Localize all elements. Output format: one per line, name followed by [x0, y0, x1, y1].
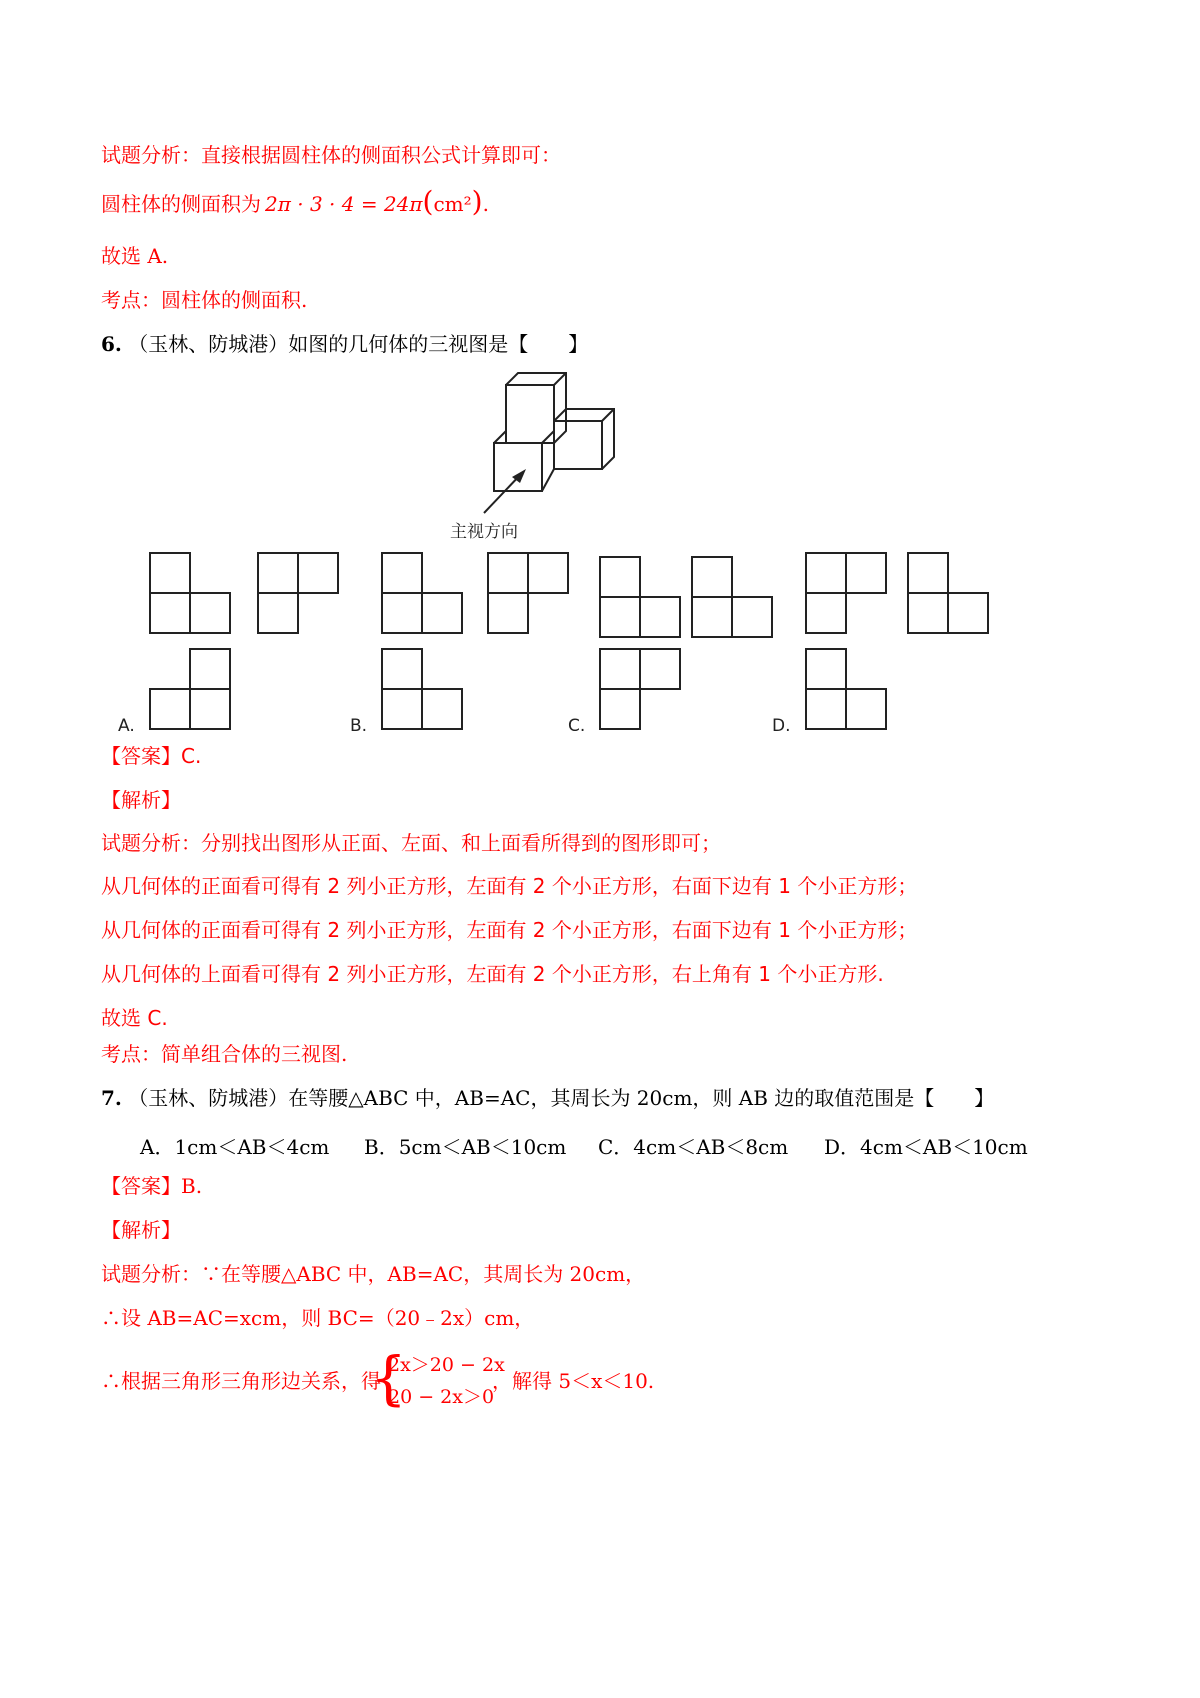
- question-stem: （玉林、防城港）在等腰△ABC 中，AB=AC，其周长为 20cm，则 AB 边的取值范围是【 】: [128, 1086, 995, 1110]
- kaodian-6: 考点：简单组合体的三视图.: [101, 1042, 348, 1066]
- option-figures: [100, 545, 1100, 745]
- option-a-views: [150, 553, 338, 729]
- formula-prefix: 圆柱体的侧面积为: [101, 192, 261, 216]
- option-c-views: [600, 557, 772, 729]
- option-d-label: D.: [772, 716, 791, 736]
- analysis-title-7: 【解析】: [101, 1218, 181, 1242]
- analysis-6-line: 试题分析：分别找出图形从正面、左面、和上面看所得到的图形即可；: [101, 831, 721, 855]
- formula-line: 圆柱体的侧面积为 2π · 3 · 4 = 24π(cm²).: [101, 185, 489, 218]
- cube-face: [506, 385, 554, 443]
- analysis-line: 试题分析：直接根据圆柱体的侧面积公式计算即可：: [101, 143, 561, 167]
- question-6: [101, 332, 588, 356]
- cube-face: [554, 421, 602, 469]
- analysis-6-line: 从几何体的正面看可得有 2 列小正方形，左面有 2 个小正方形，右面下边有 1 个小正方形；: [101, 874, 918, 898]
- inequality-2: 20 − 2x＞0: [388, 1386, 495, 1408]
- view-direction-label: 主视方向: [450, 522, 518, 542]
- option-a: A．1cm＜AB＜4cm: [140, 1135, 330, 1159]
- formula-unit: cm²: [433, 192, 472, 216]
- analysis-6-line: 从几何体的正面看可得有 2 列小正方形，左面有 2 个小正方形，右面下边有 1 个小正方形；: [101, 918, 918, 942]
- option-b-views: [382, 553, 568, 729]
- analysis-6-line: 从几何体的上面看可得有 2 列小正方形，左面有 2 个小正方形，右上角有 1 个小正方形.: [101, 962, 884, 986]
- system-brace: {: [370, 1344, 407, 1412]
- question-number: 7.: [101, 1086, 122, 1110]
- answer-7: 【答案】B.: [101, 1174, 203, 1198]
- kaodian-line: 考点：圆柱体的侧面积.: [101, 288, 308, 312]
- answer-6: 【答案】C.: [101, 744, 202, 768]
- option-d: D．4cm＜AB＜10cm: [824, 1135, 1028, 1159]
- option-a-label: A.: [118, 716, 135, 736]
- choose-answer-6: 故选 C.: [101, 1006, 168, 1030]
- question-number: 6.: [101, 332, 122, 356]
- option-b: B．5cm＜AB＜10cm: [364, 1135, 567, 1159]
- cube-edges: [506, 373, 566, 443]
- question-7: [101, 1086, 994, 1110]
- option-d-views: [806, 553, 988, 729]
- analysis-7-line: 试题分析：∵在等腰△ABC 中，AB=AC，其周长为 20cm，: [101, 1262, 646, 1286]
- cube-face: [494, 443, 542, 491]
- option-b-label: B.: [350, 716, 368, 736]
- question-stem: （玉林、防城港）如图的几何体的三视图是【 】: [128, 332, 589, 356]
- choose-answer: 故选 A.: [101, 244, 169, 268]
- formula-suffix: .: [482, 192, 489, 216]
- option-c: C．4cm＜AB＜8cm: [598, 1135, 789, 1159]
- analysis-7-suffix: ，解得 5＜x＜10.: [492, 1369, 655, 1393]
- analysis-7-prefix: ∴根据三角形三角形边关系，得: [101, 1369, 381, 1393]
- solid-figure: [440, 365, 640, 545]
- formula-expression: 2π · 3 · 4 = 24π: [265, 192, 423, 216]
- option-c-label: C.: [568, 716, 586, 736]
- inequality-1: 2x＞20 − 2x: [388, 1354, 505, 1376]
- analysis-title-6: 【解析】: [101, 788, 181, 812]
- analysis-7-line: ∴设 AB=AC=xcm，则 BC=（20﹣2x）cm，: [101, 1306, 535, 1330]
